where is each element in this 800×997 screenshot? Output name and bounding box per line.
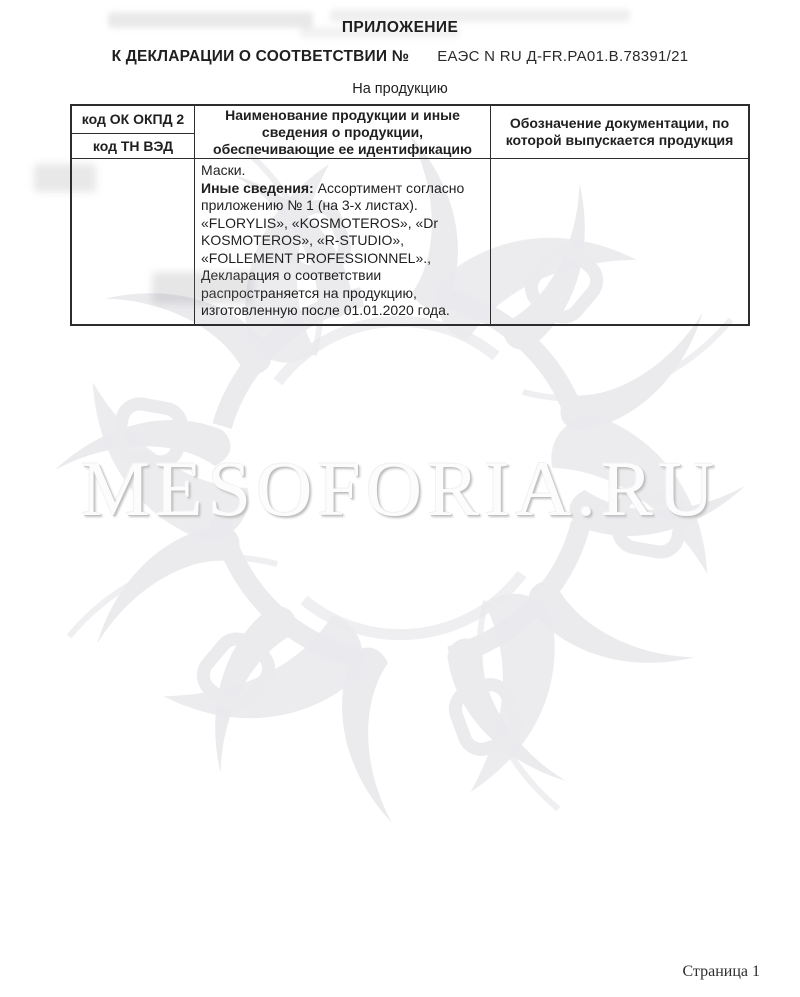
table-header-tnved-code: код ТН ВЭД	[72, 134, 195, 159]
page-number: Страница 1	[682, 963, 760, 980]
other-info-text-line: «FOLLEMENT PROFESSIONNEL».,	[201, 249, 432, 266]
table-cell-documentation	[491, 159, 748, 324]
other-info-label: Иные сведения:	[201, 179, 314, 196]
other-info-text-line: изготовленную после 01.01.2020 года.	[201, 302, 450, 318]
faded-code-smudge	[152, 272, 195, 304]
other-info-text-line: распространяется на продукцию,	[201, 284, 417, 301]
product-table	[70, 104, 750, 326]
other-info-line	[201, 180, 486, 198]
table-header-okpd-code: код ОК ОКПД 2	[72, 106, 195, 134]
other-info-text-line: приложению № 1 (на 3-х листах).	[201, 197, 418, 213]
table-cell-code	[72, 159, 195, 324]
table-header-documentation: Обозначение документации, по которой выпускается продукция	[491, 106, 748, 159]
other-info-text-line: «FLORYLIS», «KOSMOTEROS», «Dr	[201, 214, 439, 231]
watermark-text: MESOFORIA.RU	[80, 445, 720, 532]
declaration-number: ЕАЭС N RU Д-FR.РА01.В.78391/21	[437, 48, 689, 65]
document-title: ПРИЛОЖЕНИЕ	[341, 19, 459, 36]
product-caption: На продукцию	[352, 81, 448, 97]
product-name: Маски.	[201, 162, 246, 178]
other-info-text-line: KOSMOTEROS», «R-STUDIO»,	[201, 232, 405, 248]
other-info-text-line: Декларация о соответствии	[201, 267, 382, 283]
declaration-line	[0, 49, 800, 65]
declaration-label: К ДЕКЛАРАЦИИ О СООТВЕТСТВИИ №	[111, 48, 410, 65]
table-header-product-name: Наименование продукции и иные сведения о продукции, обеспечивающие ее идентификацию	[195, 106, 491, 159]
other-info-text: Ассортимент согласно	[313, 179, 465, 196]
